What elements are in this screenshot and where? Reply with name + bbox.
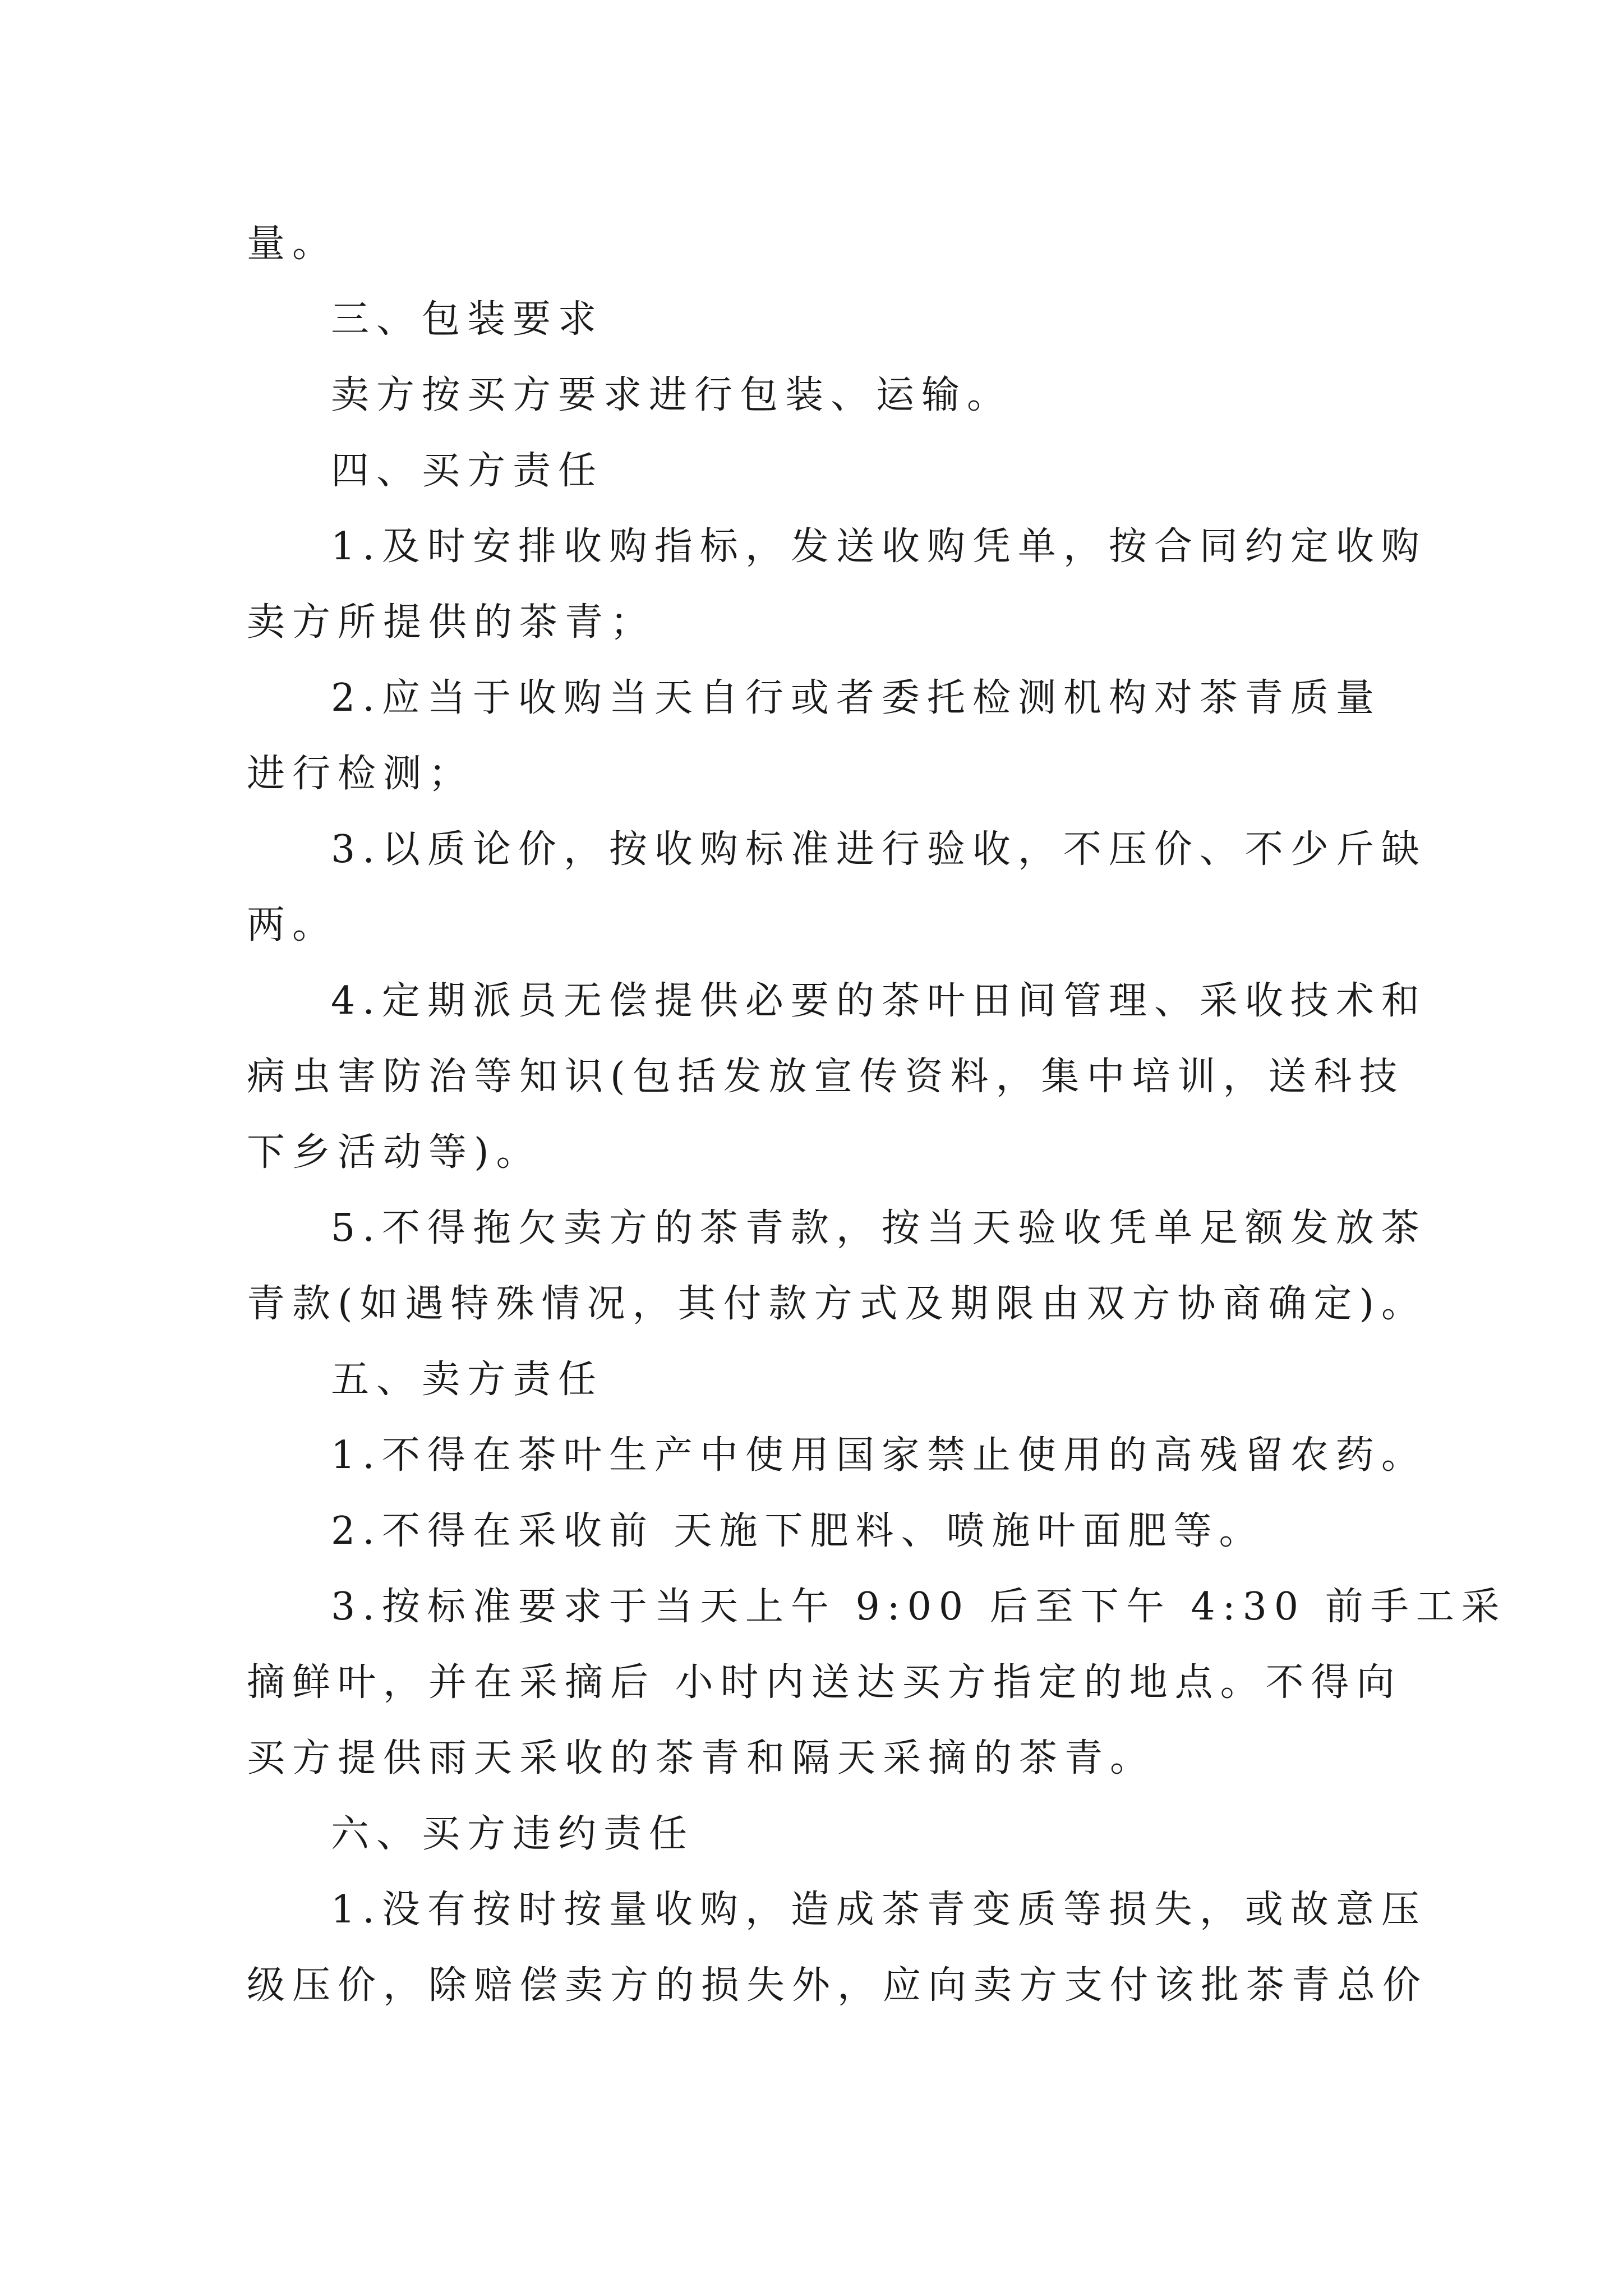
text-line: 买方提供雨天采收的茶青和隔天采摘的茶青。 [247, 1736, 1156, 1780]
text-line: 两。 [247, 903, 338, 947]
text-line: 下乡活动等)。 [247, 1130, 542, 1175]
text-line: 1.不得在茶叶生产中使用国家禁止使用的高残留农药。 [331, 1433, 1427, 1478]
text-line: 1.没有按时按量收购，造成茶青变质等损失，或故意压 [331, 1888, 1427, 1932]
text-line: 病虫害防治等知识(包括发放宣传资料，集中培训，送科技 [247, 1055, 1405, 1099]
text-line: 1.及时安排收购指标，发送收购凭单，按合同约定收购 [331, 524, 1427, 569]
text-line: 进行检测； [247, 752, 474, 796]
text-line: 5.不得拖欠卖方的茶青款，按当天验收凭单足额发放茶 [331, 1206, 1427, 1250]
text-line: 4.定期派员无偿提供必要的茶叶田间管理、采收技术和 [331, 979, 1427, 1023]
text-line: 2.应当于收购当天自行或者委托检测机构对茶青质量 [331, 676, 1381, 720]
text-line: 2.不得在采收前 天施下肥料、喷施叶面肥等。 [331, 1509, 1265, 1553]
text-line: 级压价，除赔偿卖方的损失外，应向卖方支付该批茶青总价 [247, 1963, 1428, 2008]
section-heading: 六、买方违约责任 [331, 1812, 695, 1856]
text-line: 摘鲜叶，并在采摘后 小时内送达买方指定的地点。不得向 [247, 1660, 1402, 1705]
text-line: 青款(如遇特殊情况，其付款方式及期限由双方协商确定)。 [247, 1282, 1427, 1326]
text-line: 3.按标准要求于当天上午 9:00 后至下午 4:30 前手工采 [331, 1585, 1507, 1629]
section-heading: 三、包装要求 [331, 297, 604, 342]
text-line: 卖方所提供的茶青； [247, 600, 656, 645]
section-heading: 五、卖方责任 [331, 1358, 604, 1402]
text-line: 3.以质论价，按收购标准进行验收，不压价、不少斤缺 [331, 827, 1427, 872]
text-line: 量。 [247, 222, 338, 266]
text-line: 卖方按买方要求进行包装、运输。 [331, 373, 1013, 417]
section-heading: 四、买方责任 [331, 449, 604, 493]
